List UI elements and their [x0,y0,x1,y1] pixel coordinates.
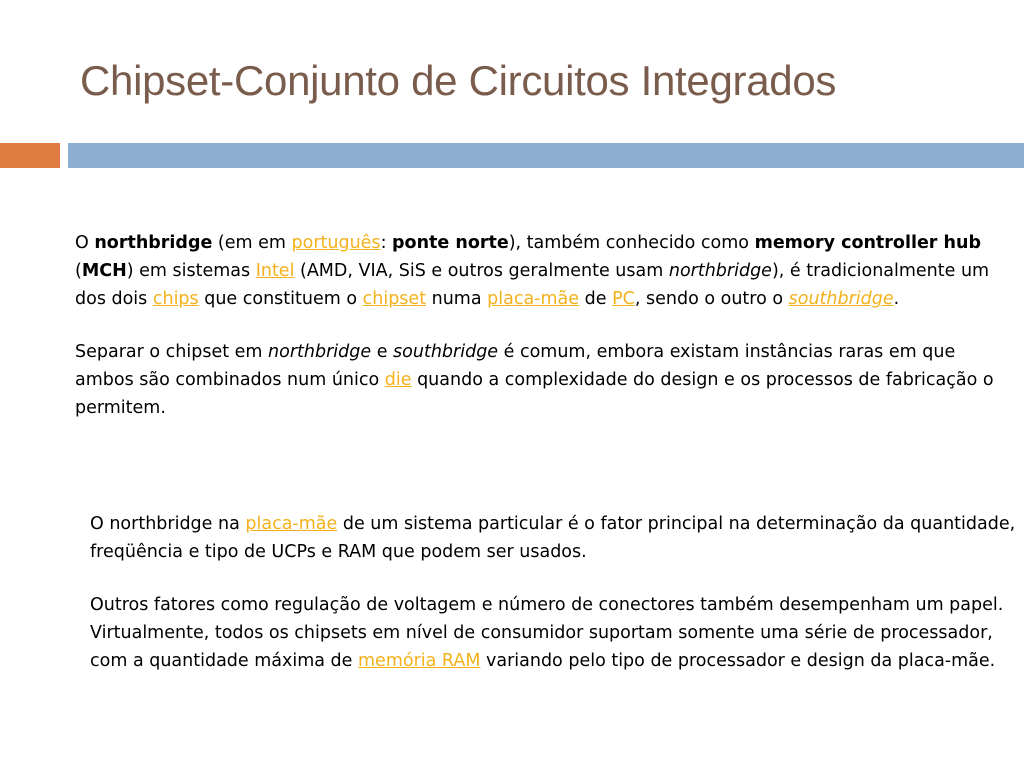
term-northbridge-italic: northbridge [668,261,772,281]
term-northbridge: northbridge [94,233,213,253]
link-southbridge[interactable]: southbridge [788,289,894,309]
link-placa-mae[interactable]: placa-mãe [245,514,338,534]
accent-bar [0,143,60,168]
content-block-2 [90,510,1020,675]
link-memoria-ram[interactable]: memória RAM [358,651,481,671]
term-mch: MCH [81,261,127,281]
paragraph-separation: Separar o chipset em northbridge e southbridge é comum, embora existam instâncias raras em que ambos são combinados num único die quando a complexidade do design e os processos de fabricação o permitem. [75,342,994,418]
content-block-1 [75,229,995,422]
paragraph-other-factors: Outros fatores como regulação de voltagem e número de conectores também desempenham um papel. Virtualmente, todos os chipsets em nível de consumidor suportam somente uma série de processador, com a quantidade máxima de memória RAM variando pelo tipo de processador e design da placa-mãe. [90,595,1004,671]
paragraph-determination: O northbridge na placa-mãe de um sistema particular é o fator principal na determinação da quantidade, freqüência e tipo de UCPs e RAM que podem ser usados. [90,514,1016,562]
term-memory-controller-hub: memory controller hub [754,233,981,253]
link-portugues[interactable]: português [291,233,381,253]
link-placa-mae[interactable]: placa-mãe [487,289,580,309]
link-die[interactable]: die [384,370,412,390]
term-ponte-norte: ponte norte [392,233,509,253]
link-pc[interactable]: PC [612,289,635,309]
header-bar [68,143,1024,168]
link-chips[interactable]: chips [152,289,199,309]
link-intel[interactable]: Intel [255,261,295,281]
paragraph-northbridge-definition: O northbridge (em em português: ponte norte), também conhecido como memory controller hub (MCH) em sistemas Intel (AMD, VIA, SiS e outros geralmente usam northbridge), é tradicionalmente um dos dois chips que constituem o chipset numa placa-mãe de PC, sendo o outro o southbridge. [75,233,990,309]
slide-title: Chipset-Conjunto de Circuitos Integrados [80,57,837,104]
term-northbridge-italic: northbridge [268,342,372,362]
link-chipset[interactable]: chipset [362,289,427,309]
term-southbridge-italic: southbridge [393,342,499,362]
